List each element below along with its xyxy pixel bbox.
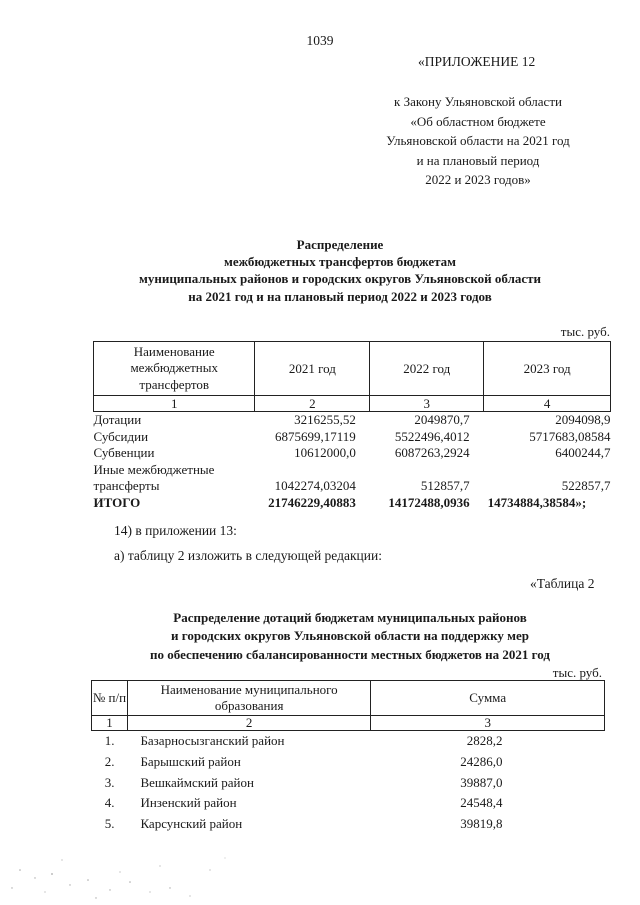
header-name: Наименование муниципального образования [127, 681, 370, 716]
value-2022: 6087263,2924 [394, 445, 470, 460]
section2-title [60, 609, 640, 664]
value-2022: 5522496,4012 [394, 428, 470, 444]
district-name: Инзенский район [140, 795, 237, 811]
scan-noise-decoration [0, 830, 240, 905]
row-number: 2. [104, 753, 115, 769]
district-name: Барышский район [140, 753, 241, 769]
value-2021: 10612000,0 [294, 445, 356, 460]
paragraph-a: а) таблицу 2 изложить в следующей редакции: [114, 548, 382, 563]
law-reference [356, 92, 600, 190]
law-reference-line: 2022 и 2023 годов» [425, 172, 531, 188]
table-header-row [92, 681, 605, 716]
col-number: 2 [127, 716, 370, 731]
row-number: 3. [104, 774, 115, 790]
table-row [92, 773, 605, 794]
row-number: 1. [104, 733, 115, 748]
col-number: 2 [255, 396, 370, 412]
value-2022: 2049870,7 [414, 412, 470, 427]
table-row [92, 752, 605, 773]
district-sum: 2828,2 [466, 733, 503, 748]
header-name: Наименование межбюджетных трансфертов [94, 342, 255, 396]
row-name: Субсидии [93, 428, 149, 444]
value-2021: 6875699,17119 [275, 428, 356, 444]
col-number: 1 [94, 396, 255, 412]
district-sum: 39887,0 [460, 774, 503, 790]
section1-title-line: Распределение [296, 237, 384, 252]
row-name: Иные межбюджетные [93, 461, 215, 477]
table-row [92, 731, 605, 752]
section1-title-line: межбюджетных трансфертов бюджетам [224, 254, 456, 270]
value-2022: 512857,7 [420, 478, 470, 493]
row-number: 4. [104, 795, 115, 811]
value-2023: 6400244,7 [555, 445, 611, 460]
law-reference-line: Ульяновской области на 2021 год [386, 133, 570, 149]
table-row [92, 793, 605, 814]
row-name: трансферты [93, 478, 160, 493]
section2-title-line: Распределение дотаций бюджетам муниципальных районов [173, 610, 527, 625]
subsidies-table [91, 680, 605, 835]
section1-title [40, 236, 640, 305]
col-number: 1 [92, 716, 128, 731]
table-row [94, 429, 611, 446]
value-2021: 1042274,03204 [274, 478, 356, 493]
page-number: 1039 [306, 33, 334, 48]
row-name: Субвенции [93, 445, 155, 460]
value-2021: 3216255,52 [294, 412, 356, 427]
paragraph-14: 14) в приложении 13: [114, 523, 237, 538]
header-2023: 2023 год [484, 342, 611, 396]
table-row [94, 478, 611, 495]
district-name: Вешкаймский район [140, 774, 254, 790]
transfers-table [93, 341, 611, 511]
total-2022: 14172488,0936 [388, 494, 470, 510]
table2-label: «Таблица 2 [530, 576, 595, 591]
section1-title-line: на 2021 год и на плановый период 2022 и 2023 годов [188, 288, 492, 304]
unit-label-table2: тыс. руб. [552, 665, 602, 680]
value-2023: 2094098,9 [555, 412, 611, 427]
row-number: 5. [104, 816, 115, 832]
section2-title-line: и городских округов Ульяновской области на поддержку мер [171, 628, 529, 644]
total-2021: 21746229,40883 [268, 494, 356, 510]
district-sum: 24286,0 [460, 753, 503, 769]
col-number: 3 [370, 396, 484, 412]
header-sum: Сумма [371, 681, 605, 716]
appendix-title: «ПРИЛОЖЕНИЕ 12 [418, 54, 536, 69]
law-reference-line: «Об областном бюджете [410, 113, 546, 129]
law-reference-line: и на плановый период [416, 152, 540, 168]
section2-title-line: по обеспечению сбалансированности местных бюджетов на 2021 год [150, 646, 550, 662]
district-sum: 39819,8 [460, 816, 503, 832]
law-reference-line: к Закону Ульяновской области [394, 94, 562, 109]
table-header-row [94, 342, 611, 396]
col-number: 3 [371, 716, 605, 731]
column-number-row [94, 396, 611, 412]
table-row [94, 412, 611, 429]
value-2023: 522857,7 [561, 478, 611, 493]
table-row [94, 462, 611, 479]
total-2023: 14734884,38584»; [487, 494, 587, 510]
total-label: ИТОГО [93, 494, 141, 510]
unit-label-table1: тыс. руб. [560, 324, 610, 339]
header-2021: 2021 год [255, 342, 370, 396]
table-row [94, 445, 611, 462]
value-2023: 5717683,08584 [529, 428, 611, 444]
header-2022: 2022 год [370, 342, 484, 396]
section1-title-line: муниципальных районов и городских округов Ульяновской области [138, 271, 542, 287]
total-row [94, 495, 611, 512]
district-name: Карсунский район [140, 816, 243, 832]
district-name: Базарносызганский район [140, 733, 285, 748]
col-number: 4 [484, 396, 611, 412]
column-number-row [92, 716, 605, 731]
row-name: Дотации [93, 412, 142, 427]
district-sum: 24548,4 [460, 795, 503, 811]
header-num: № п/п [92, 681, 128, 716]
